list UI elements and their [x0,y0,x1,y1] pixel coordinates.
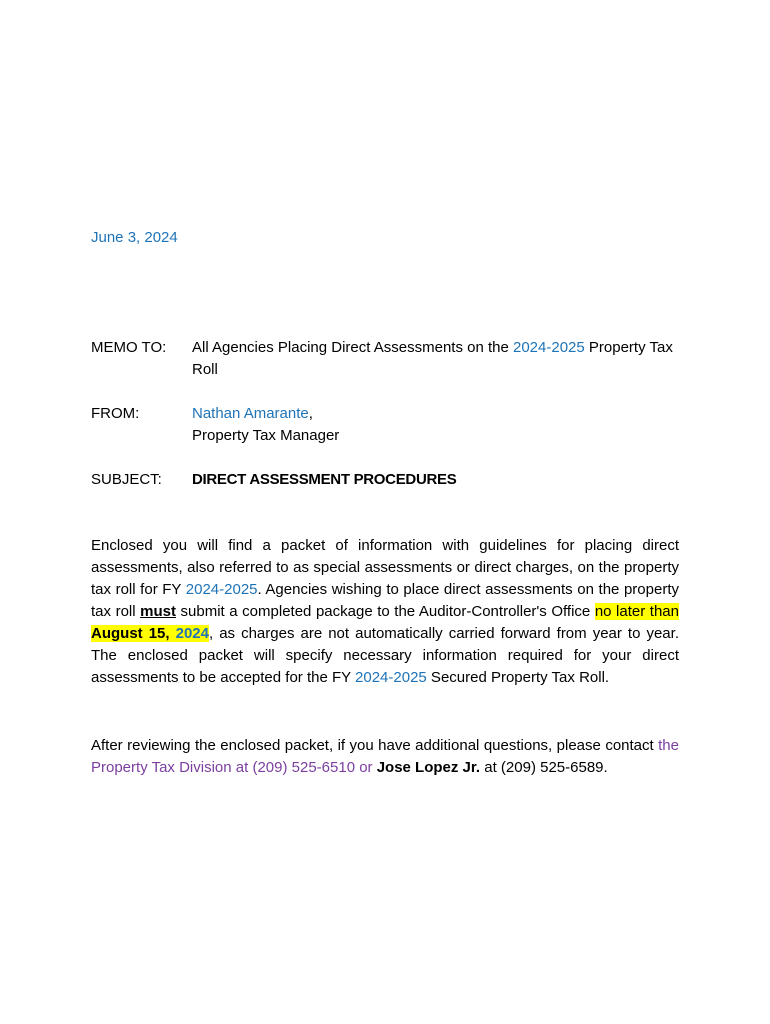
memo-to-text-before: All Agencies Placing Direct Assessments on the [192,339,513,356]
p1-year-1: 2024-2025 [185,581,258,598]
p2-contact-name: Jose Lopez Jr. [376,759,481,776]
p1-deadline-date: August 15, [91,625,176,642]
p1-year-2: 2024-2025 [355,669,427,686]
memo-to-text-after: Property Tax Roll [192,339,673,378]
from-value [192,403,682,447]
subject-label: SUBJECT: [91,471,162,488]
p1-text-4: , as charges are not automatically carried forward from year to year. The enclosed packet will specify necessary information required for your direct assessments to be accepted for the FY [91,625,679,686]
p2-contact: the Property Tax Division at (209) 525-6510 or [91,737,679,776]
memo-to-value [192,337,682,381]
from-name: Nathan Amarante [192,405,309,422]
from-name-suffix: , [308,405,313,422]
p1-text-2: . Agencies wishing to place direct assessments on the property tax roll [91,581,679,620]
memo-to-year: 2024-2025 [513,339,585,356]
p1-text-5: Secured Property Tax Roll. [426,669,610,686]
from-title: Property Tax Manager [192,427,340,444]
p1-highlight-text: no later than [594,603,679,620]
subject-value: DIRECT ASSESSMENT PROCEDURES [192,471,457,488]
body-paragraph-1 [91,535,679,689]
memo-date: June 3, 2024 [91,229,178,246]
from-label: FROM: [91,405,140,422]
p2-text-2: at (209) 525-6589. [480,759,608,776]
p1-text-1: Enclosed you will find a packet of information with guidelines for placing direct assessments, also referred to as special assessments or direct charges, on the property tax roll for FY [91,537,679,598]
p1-text-3: submit a completed package to the Auditor-Controller's Office [175,603,595,620]
p1-deadline-year: 2024 [175,625,209,642]
body-paragraph-2 [91,735,679,779]
p1-must: must [140,603,176,620]
p2-text-1: After reviewing the enclosed packet, if you have additional questions, please contact [91,737,659,754]
memo-to-label: MEMO TO: [91,339,167,356]
